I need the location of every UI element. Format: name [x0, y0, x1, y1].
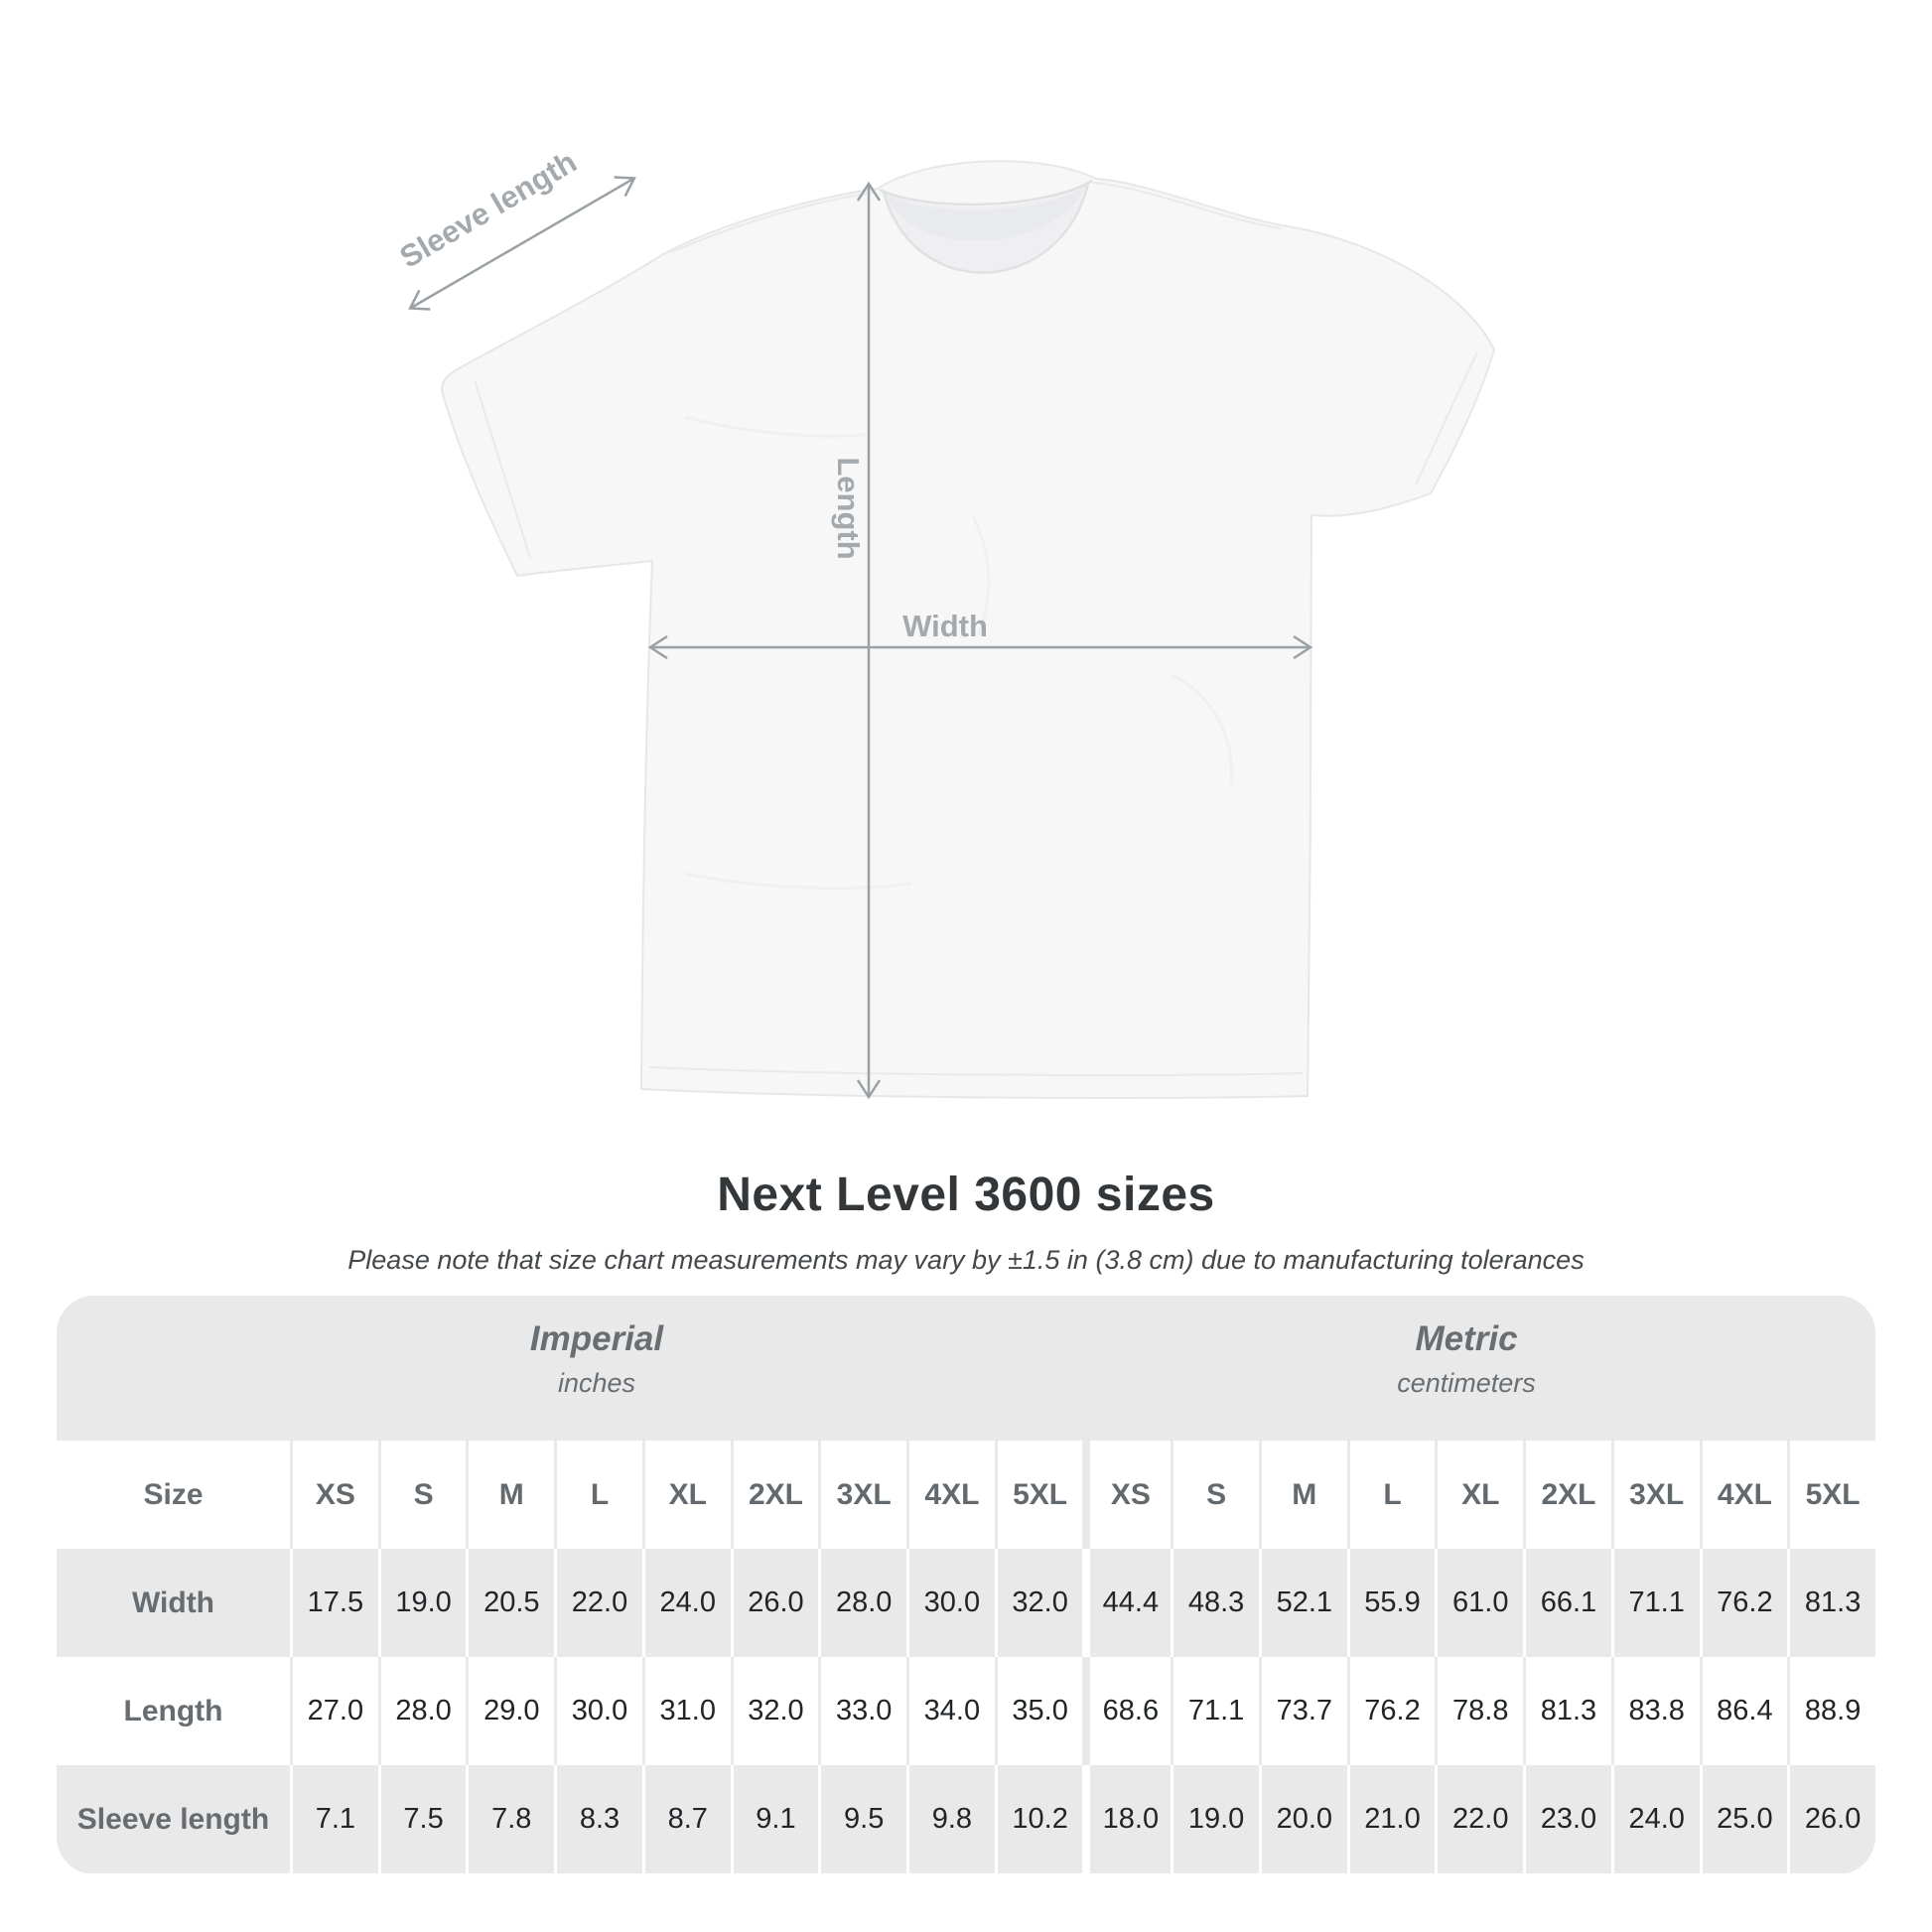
sleeve-imp-l: 8.3	[554, 1765, 642, 1873]
sleeve-imp-4xl: 9.8	[906, 1765, 995, 1873]
col-header-met-2xl: 2XL	[1523, 1441, 1611, 1549]
imperial-unit-label: inches	[557, 1368, 636, 1398]
sleeve-met-3xl: 24.0	[1611, 1765, 1700, 1873]
width-imp-4xl: 30.0	[906, 1549, 995, 1657]
sleeve-met-4xl: 25.0	[1700, 1765, 1788, 1873]
length-met-l: 76.2	[1347, 1657, 1436, 1765]
col-header-met-s: S	[1171, 1441, 1259, 1549]
width-imp-2xl: 26.0	[731, 1549, 819, 1657]
col-header-imp-m: M	[466, 1441, 554, 1549]
metric-group-header	[1397, 1319, 1536, 1399]
sleeve-imp-xs: 7.1	[290, 1765, 378, 1873]
col-header-imp-l: L	[554, 1441, 642, 1549]
width-met-3xl: 71.1	[1611, 1549, 1700, 1657]
width-met-xl: 61.0	[1435, 1549, 1523, 1657]
width-imp-5xl: 32.0	[995, 1549, 1083, 1657]
col-header-imp-2xl: 2XL	[731, 1441, 819, 1549]
sleeve-met-l: 21.0	[1347, 1765, 1436, 1873]
width-met-l: 55.9	[1347, 1549, 1436, 1657]
length-met-2xl: 81.3	[1523, 1657, 1611, 1765]
row-label-length: Length	[123, 1694, 223, 1727]
metric-unit-label: centimeters	[1397, 1368, 1536, 1398]
width-met-s: 48.3	[1171, 1549, 1259, 1657]
row-label-sleeve-length: Sleeve length	[76, 1802, 270, 1836]
col-header-met-4xl: 4XL	[1700, 1441, 1788, 1549]
length-met-xl: 78.8	[1435, 1657, 1523, 1765]
width-met-4xl: 76.2	[1700, 1549, 1788, 1657]
col-header-met-xl: XL	[1435, 1441, 1523, 1549]
sleeve-met-5xl: 26.0	[1787, 1765, 1875, 1873]
table-row-width	[57, 1549, 1875, 1657]
width-imp-s: 19.0	[378, 1549, 467, 1657]
length-met-s: 71.1	[1171, 1657, 1259, 1765]
row-label-width: Width	[131, 1586, 215, 1619]
table-header-row	[57, 1441, 1875, 1549]
col-header-met-3xl: 3XL	[1611, 1441, 1700, 1549]
sleeve-imp-s: 7.5	[378, 1765, 467, 1873]
sleeve-met-s: 19.0	[1171, 1765, 1259, 1873]
table-row-sleeve-length	[57, 1765, 1875, 1873]
page-title: Next Level 3600 sizes	[717, 1169, 1215, 1221]
width-met-m: 52.1	[1259, 1549, 1347, 1657]
length-met-xs: 68.6	[1082, 1657, 1171, 1765]
tolerance-note: Please note that size chart measurements may vary by ±1.5 in (3.8 cm) due to manufacturing tolerances	[347, 1245, 1585, 1275]
col-header-met-m: M	[1259, 1441, 1347, 1549]
imperial-label: Imperial	[529, 1319, 664, 1358]
sleeve-met-2xl: 23.0	[1523, 1765, 1611, 1873]
sleeve-length-label: Sleeve length	[393, 144, 583, 275]
width-label: Width	[902, 609, 988, 643]
sleeve-imp-3xl: 9.5	[818, 1765, 906, 1873]
col-header-imp-4xl: 4XL	[906, 1441, 995, 1549]
length-imp-s: 28.0	[378, 1657, 467, 1765]
length-met-3xl: 83.8	[1611, 1657, 1700, 1765]
unit-group-band	[57, 1296, 1875, 1441]
length-met-5xl: 88.9	[1787, 1657, 1875, 1765]
length-imp-xl: 31.0	[642, 1657, 731, 1765]
length-imp-4xl: 34.0	[906, 1657, 995, 1765]
size-column-header: Size	[143, 1477, 204, 1511]
sleeve-met-m: 20.0	[1259, 1765, 1347, 1873]
length-label: Length	[831, 457, 866, 560]
col-header-met-xs: XS	[1082, 1441, 1171, 1549]
sleeve-met-xl: 22.0	[1435, 1765, 1523, 1873]
length-imp-2xl: 32.0	[731, 1657, 819, 1765]
metric-label: Metric	[1415, 1319, 1518, 1358]
length-imp-5xl: 35.0	[995, 1657, 1083, 1765]
width-imp-xl: 24.0	[642, 1549, 731, 1657]
col-header-imp-3xl: 3XL	[818, 1441, 906, 1549]
size-chart-table	[57, 1296, 1875, 1874]
col-header-imp-xs: XS	[290, 1441, 378, 1549]
col-header-met-5xl: 5XL	[1787, 1441, 1875, 1549]
sleeve-imp-m: 7.8	[466, 1765, 554, 1873]
col-header-imp-5xl: 5XL	[995, 1441, 1083, 1549]
sleeve-imp-xl: 8.7	[642, 1765, 731, 1873]
length-imp-xs: 27.0	[290, 1657, 378, 1765]
width-imp-m: 20.5	[466, 1549, 554, 1657]
length-met-m: 73.7	[1259, 1657, 1347, 1765]
width-imp-l: 22.0	[554, 1549, 642, 1657]
width-met-xs: 44.4	[1082, 1549, 1171, 1657]
col-header-imp-s: S	[378, 1441, 467, 1549]
width-met-5xl: 81.3	[1787, 1549, 1875, 1657]
col-header-imp-xl: XL	[642, 1441, 731, 1549]
imperial-group-header	[530, 1319, 663, 1399]
width-met-2xl: 66.1	[1523, 1549, 1611, 1657]
sleeve-met-xs: 18.0	[1082, 1765, 1171, 1873]
table-row-length	[57, 1657, 1875, 1765]
sleeve-imp-2xl: 9.1	[731, 1765, 819, 1873]
length-imp-3xl: 33.0	[818, 1657, 906, 1765]
col-header-met-l: L	[1347, 1441, 1436, 1549]
length-met-4xl: 86.4	[1700, 1657, 1788, 1765]
sleeve-imp-5xl: 10.2	[995, 1765, 1083, 1873]
width-imp-xs: 17.5	[290, 1549, 378, 1657]
length-imp-m: 29.0	[466, 1657, 554, 1765]
width-imp-3xl: 28.0	[818, 1549, 906, 1657]
length-imp-l: 30.0	[554, 1657, 642, 1765]
